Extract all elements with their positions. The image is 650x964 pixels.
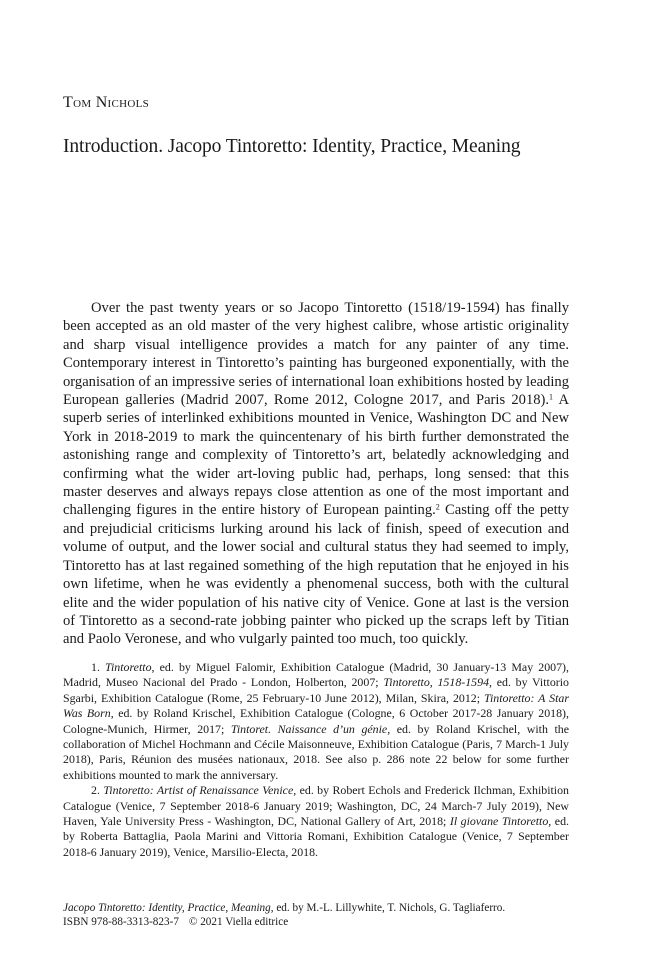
- footnote-number: 1.: [91, 660, 106, 674]
- chapter-title: Introduction. Jacopo Tintoretto: Identity, Practice, Meaning: [63, 136, 521, 157]
- citation-title: Tintoretto: [105, 660, 152, 674]
- body-paragraph: [63, 299, 569, 649]
- citation-title: Tintoret. Naissance d’un génie,: [230, 721, 391, 736]
- footnote-1: [63, 660, 569, 783]
- citation-title: Tintoretto: Artist of Renaissance Venice: [103, 783, 294, 798]
- citation-title: Tintoretto: A Star Was Born: [63, 690, 569, 721]
- footnotes: [63, 660, 569, 860]
- footnote-2: [63, 783, 569, 860]
- author-name: Tom Nichols: [63, 94, 150, 111]
- copyright: © 2021 Viella editrice: [188, 916, 289, 928]
- footer-citation: [63, 901, 603, 915]
- citation-text: , ed. by Roland Krischel, Exhibition Catalogue (Cologne, 6 October 2017-28 January 2018), Cologne-Munich, Hirmer, 2017;: [63, 706, 569, 736]
- book-title: Jacopo Tintoretto: Identity, Practice, Meaning: [63, 902, 271, 914]
- footnote-number: 2.: [91, 783, 104, 798]
- body-text-part-3: Casting off the petty and prejudicial criticisms lurking around his lack of finish, speed of execution and volume of output, and the lower social and cultural status they had seemed to imply, Tintoretto has at last regained something of the high reputation that he enjoyed in his own lifetime, when he was evidently a phenomenal success, both with the cultural elite and the wider population of his native city of Venice. Gone at last is the version of Tintoretto as a second-rate jobbing painter who picked up the scraps left by Titian and Paolo Veronese, and who vulgarly painted too much, too quickly.: [63, 502, 569, 648]
- citation-text: , ed. by Roberta Battaglia, Paola Marini and Vittoria Romani, Exhibition Catalogue (Venice, 7 September 2018-6 January 2019), Venice, Marsilio-Electa, 2018.: [63, 814, 569, 859]
- body-text-part-2: A superb series of interlinked exhibitions mounted in Venice, Washington DC and New York in 2018-2019 to mark the quincentenary of his birth further demonstrated the astonishing range and complexity of Tintoretto’s art, belatedly acknowledging and confirming what the wider art-loving public had, perhaps, long sensed: that this master deserves and always repays close attention as one of the most important and challenging figures in the entire history of European painting.: [63, 392, 569, 519]
- body-text: [63, 299, 569, 649]
- footnote-ref-2: 2: [435, 503, 440, 513]
- citation-title: Tintoretto, 1518-1594,: [383, 675, 492, 690]
- citation-text: , ed. by Miguel Falomir, Exhibition Catalogue (Madrid, 30 January-13 May 2007), Madrid, Museo Nacional del Prado - London, Holberton, 2007;: [63, 660, 569, 690]
- isbn: ISBN 978-88-3313-823-7: [63, 916, 179, 928]
- footnote-ref-1: 1: [549, 392, 554, 402]
- citation-title: Il giovane Tintoretto: [449, 814, 549, 829]
- citation-text: ed. by Vittorio Sgarbi, Exhibition Catalogue (Rome, 25 February-10 June 2012), Milan, Skira, 2012;: [63, 675, 569, 705]
- page-footer: [63, 901, 603, 929]
- citation-text: ed. by Roland Krischel, with the collaboration of Michel Hochmann and Cécile Maisonneuve, Exhibition Catalogue (Paris, 7 March-1 July 2018), Paris, Réunion des musées nationaux, 2018. See also p. 286 note 22 below for some further exhibitions mounted to mark the anniversary.: [63, 721, 569, 782]
- book-editors: , ed. by M.-L. Lillywhite, T. Nichols, G. Tagliaferro.: [270, 902, 506, 914]
- footer-publication-info: [63, 915, 603, 929]
- body-text-part-1: Over the past twenty years or so Jacopo Tintoretto (1518/19-1594) has finally been accepted as an old master of the very highest calibre, whose artistic originality and sharp visual intelligence provides a match for any painter of any time. Contemporary interest in Tintoretto’s painting has burgeoned exponentially, with the organisation of an impressive series of international loan exhibitions hosted by leading European galleries (Madrid 2007, Rome 2012, Cologne 2017, and Paris 2018).: [63, 300, 569, 409]
- citation-text: , ed. by Robert Echols and Frederick Ilchman, Exhibition Catalogue (Venice, 7 September 2018-6 January 2019; Washington, DC, 24 March-7 July 2019), New Haven, Yale University Press - Washington, DC, National Gallery of Art, 2018;: [63, 783, 569, 829]
